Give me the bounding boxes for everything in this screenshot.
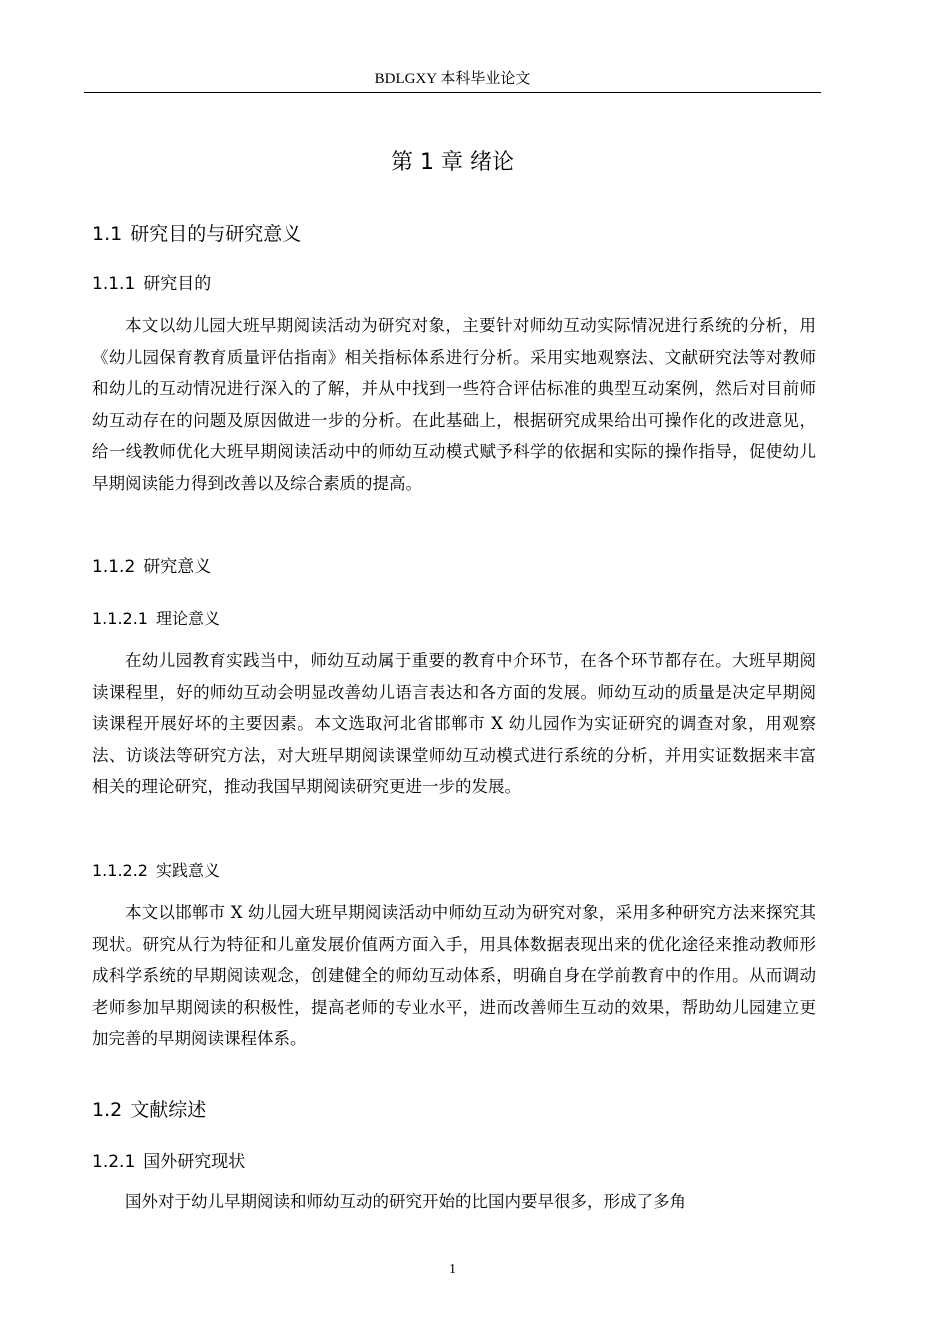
heading-text: 国外研究现状	[143, 1152, 246, 1172]
heading-text: 研究意义	[143, 557, 212, 577]
heading-1-1-1	[92, 270, 211, 298]
chapter-title: 第 1 章 绪论	[391, 150, 514, 175]
heading-number: 1.1.1	[92, 274, 136, 294]
heading-number: 1.1.2.1	[92, 609, 148, 628]
heading-1-2-1	[92, 1148, 245, 1176]
heading-1-1-2-1	[92, 606, 220, 632]
heading-number: 1.2.1	[92, 1152, 136, 1172]
heading-1-2	[92, 1095, 206, 1125]
heading-1-1-2	[92, 553, 211, 581]
paragraph-practical-significance	[92, 897, 816, 1055]
heading-text: 理论意义	[155, 609, 220, 628]
heading-1-1	[92, 219, 301, 249]
heading-text: 研究目的	[143, 274, 212, 294]
paragraph-text: 国外对于幼儿早期阅读和师幼互动的研究开始的比国内要早很多，形成了多角	[125, 1192, 686, 1211]
paragraph-text: 在幼儿园教育实践当中，师幼互动属于重要的教育中介环节，在各个环节都存在。大班早期阅读课程里，好的师幼互动会明显改善幼儿语言表达和各方面的发展。师幼互动的质量是决定早期阅读课程开展好坏的主要因素。本文选取河北省邯郸市 X 幼儿园作为实证研究的调查对象，用观察法、访谈法等研究方法，对大班早期阅读课堂师幼互动模式进行系统的分析，并用实证数据来丰富相关的理论研究，推动我国早期阅读研究更进一步的发展。	[92, 651, 816, 796]
heading-text: 研究目的与研究意义	[130, 223, 302, 245]
paragraph-theoretical-significance	[92, 645, 816, 803]
paragraph-text: 本文以邯郸市 X 幼儿园大班早期阅读活动中师幼互动为研究对象，采用多种研究方法来探究其现状。研究从行为特征和儿童发展价值两方面入手，用具体数据表现出来的优化途径来推动教师形成科学系统的早期阅读观念，创建健全的师幼互动体系，明确自身在学前教育中的作用。从而调动老师参加早期阅读的积极性，提高老师的专业水平，进而改善师生互动的效果，帮助幼儿园建立更加完善的早期阅读课程体系。	[92, 903, 816, 1048]
heading-number: 1.2	[92, 1099, 123, 1121]
heading-1-1-2-2	[92, 858, 220, 884]
heading-number: 1.1.2.2	[92, 861, 148, 880]
paragraph-research-purpose	[92, 310, 816, 499]
paragraph-text: 本文以幼儿园大班早期阅读活动为研究对象，主要针对师幼互动实际情况进行系统的分析，用《幼儿园保育教育质量评估指南》相关指标体系进行分析。采用实地观察法、文献研究法等对教师和幼儿的互动情况进行深入的了解，并从中找到一些符合评估标准的典型互动案例，然后对目前师幼互动存在的问题及原因做进一步的分析。在此基础上，根据研究成果给出可操作化的改进意见，给一线教师优化大班早期阅读活动中的师幼互动模式赋予科学的依据和实际的操作指导，促使幼儿早期阅读能力得到改善以及综合素质的提高。	[92, 316, 816, 493]
heading-text: 文献综述	[130, 1099, 207, 1121]
heading-number: 1.1.2	[92, 557, 136, 577]
page-number: 1	[449, 1262, 456, 1277]
running-header: BDLGXY 本科毕业论文	[374, 71, 531, 87]
header-rule	[84, 92, 821, 93]
heading-text: 实践意义	[155, 861, 220, 880]
paragraph-foreign-research	[92, 1186, 816, 1218]
heading-number: 1.1	[92, 223, 123, 245]
